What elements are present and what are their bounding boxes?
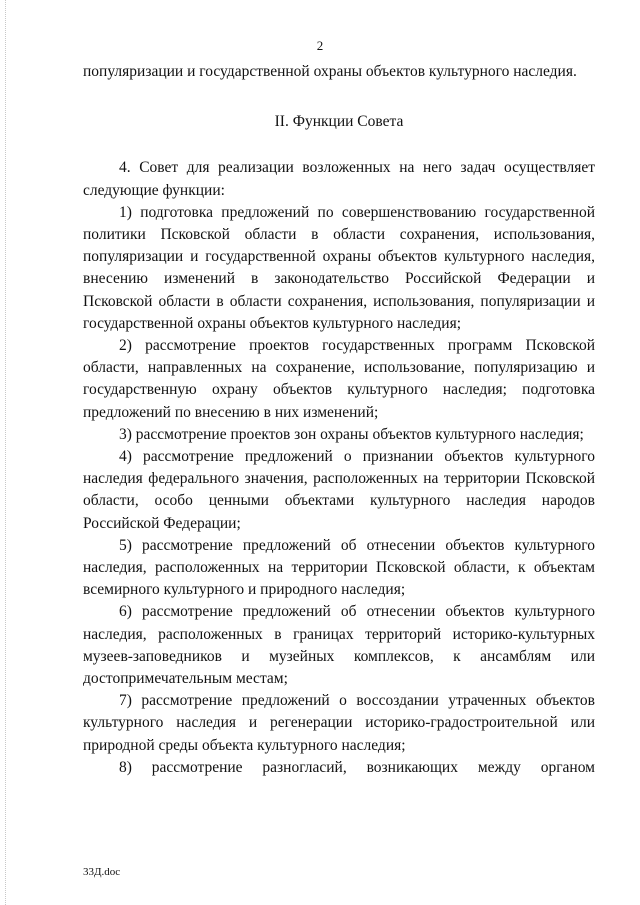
function-item-5: 5) рассмотрение предложений об отнесении объектов культурного наследия, расположенных на территории Псковской области, к объектам всемирного культурного и природного наследия; [83, 536, 595, 599]
function-item-8: 8) рассмотрение разногласий, возникающих между органом [119, 758, 595, 776]
function-item-6: 6) рассмотрение предложений об отнесении объектов культурного наследия, расположенных в границах территорий историко-культурных музеев-заповедников и музейных комплексов, к ансамблям или достопримечательным местам; [83, 603, 595, 688]
function-item-4: 4) рассмотрение предложений о признании объектов культурного наследия федерального значения, расположенных на территории Псковской области, особо ценными объектами культурного наследия народов Российской Федерации; [83, 448, 595, 532]
intro-paragraph: популяризации и государственной охраны объектов культурного наследия. [83, 63, 577, 80]
document-body [83, 61, 595, 779]
footer-filename: 33Д.doc [83, 866, 121, 878]
page-number: 2 [316, 38, 324, 53]
function-item-7: 7) рассмотрение предложений о воссоздании утраченных объектов культурного наследия и регенерации историко-градостроительной или природной среды объекта культурного наследия; [83, 692, 595, 754]
function-item-2: 2) рассмотрение проектов государственных программ Псковской области, направленных на сохранение, использование, популяризацию и государственную охрану объектов культурного наследия; подготовка предложений по внесению в них изменений; [83, 337, 595, 421]
scan-edge [5, 0, 6, 905]
function-item-3: 3) рассмотрение проектов зон охраны объектов культурного наследия; [119, 425, 584, 443]
function-item-1: 1) подготовка предложений по совершенствованию государственной политики Псковской области в области сохранения, использования, популяризации и государственной охраны объектов культурного наследия, внесению изменений в законодательство Российской Федерации и Псковской области в области сохранения, использования, популяризации и государственной охраны объектов культурного наследия; [83, 203, 595, 332]
section-heading: II. Функции Совета [274, 113, 404, 131]
paragraph-4: 4. Совет для реализации возложенных на него задач осуществляет следующие функции: [83, 159, 595, 199]
